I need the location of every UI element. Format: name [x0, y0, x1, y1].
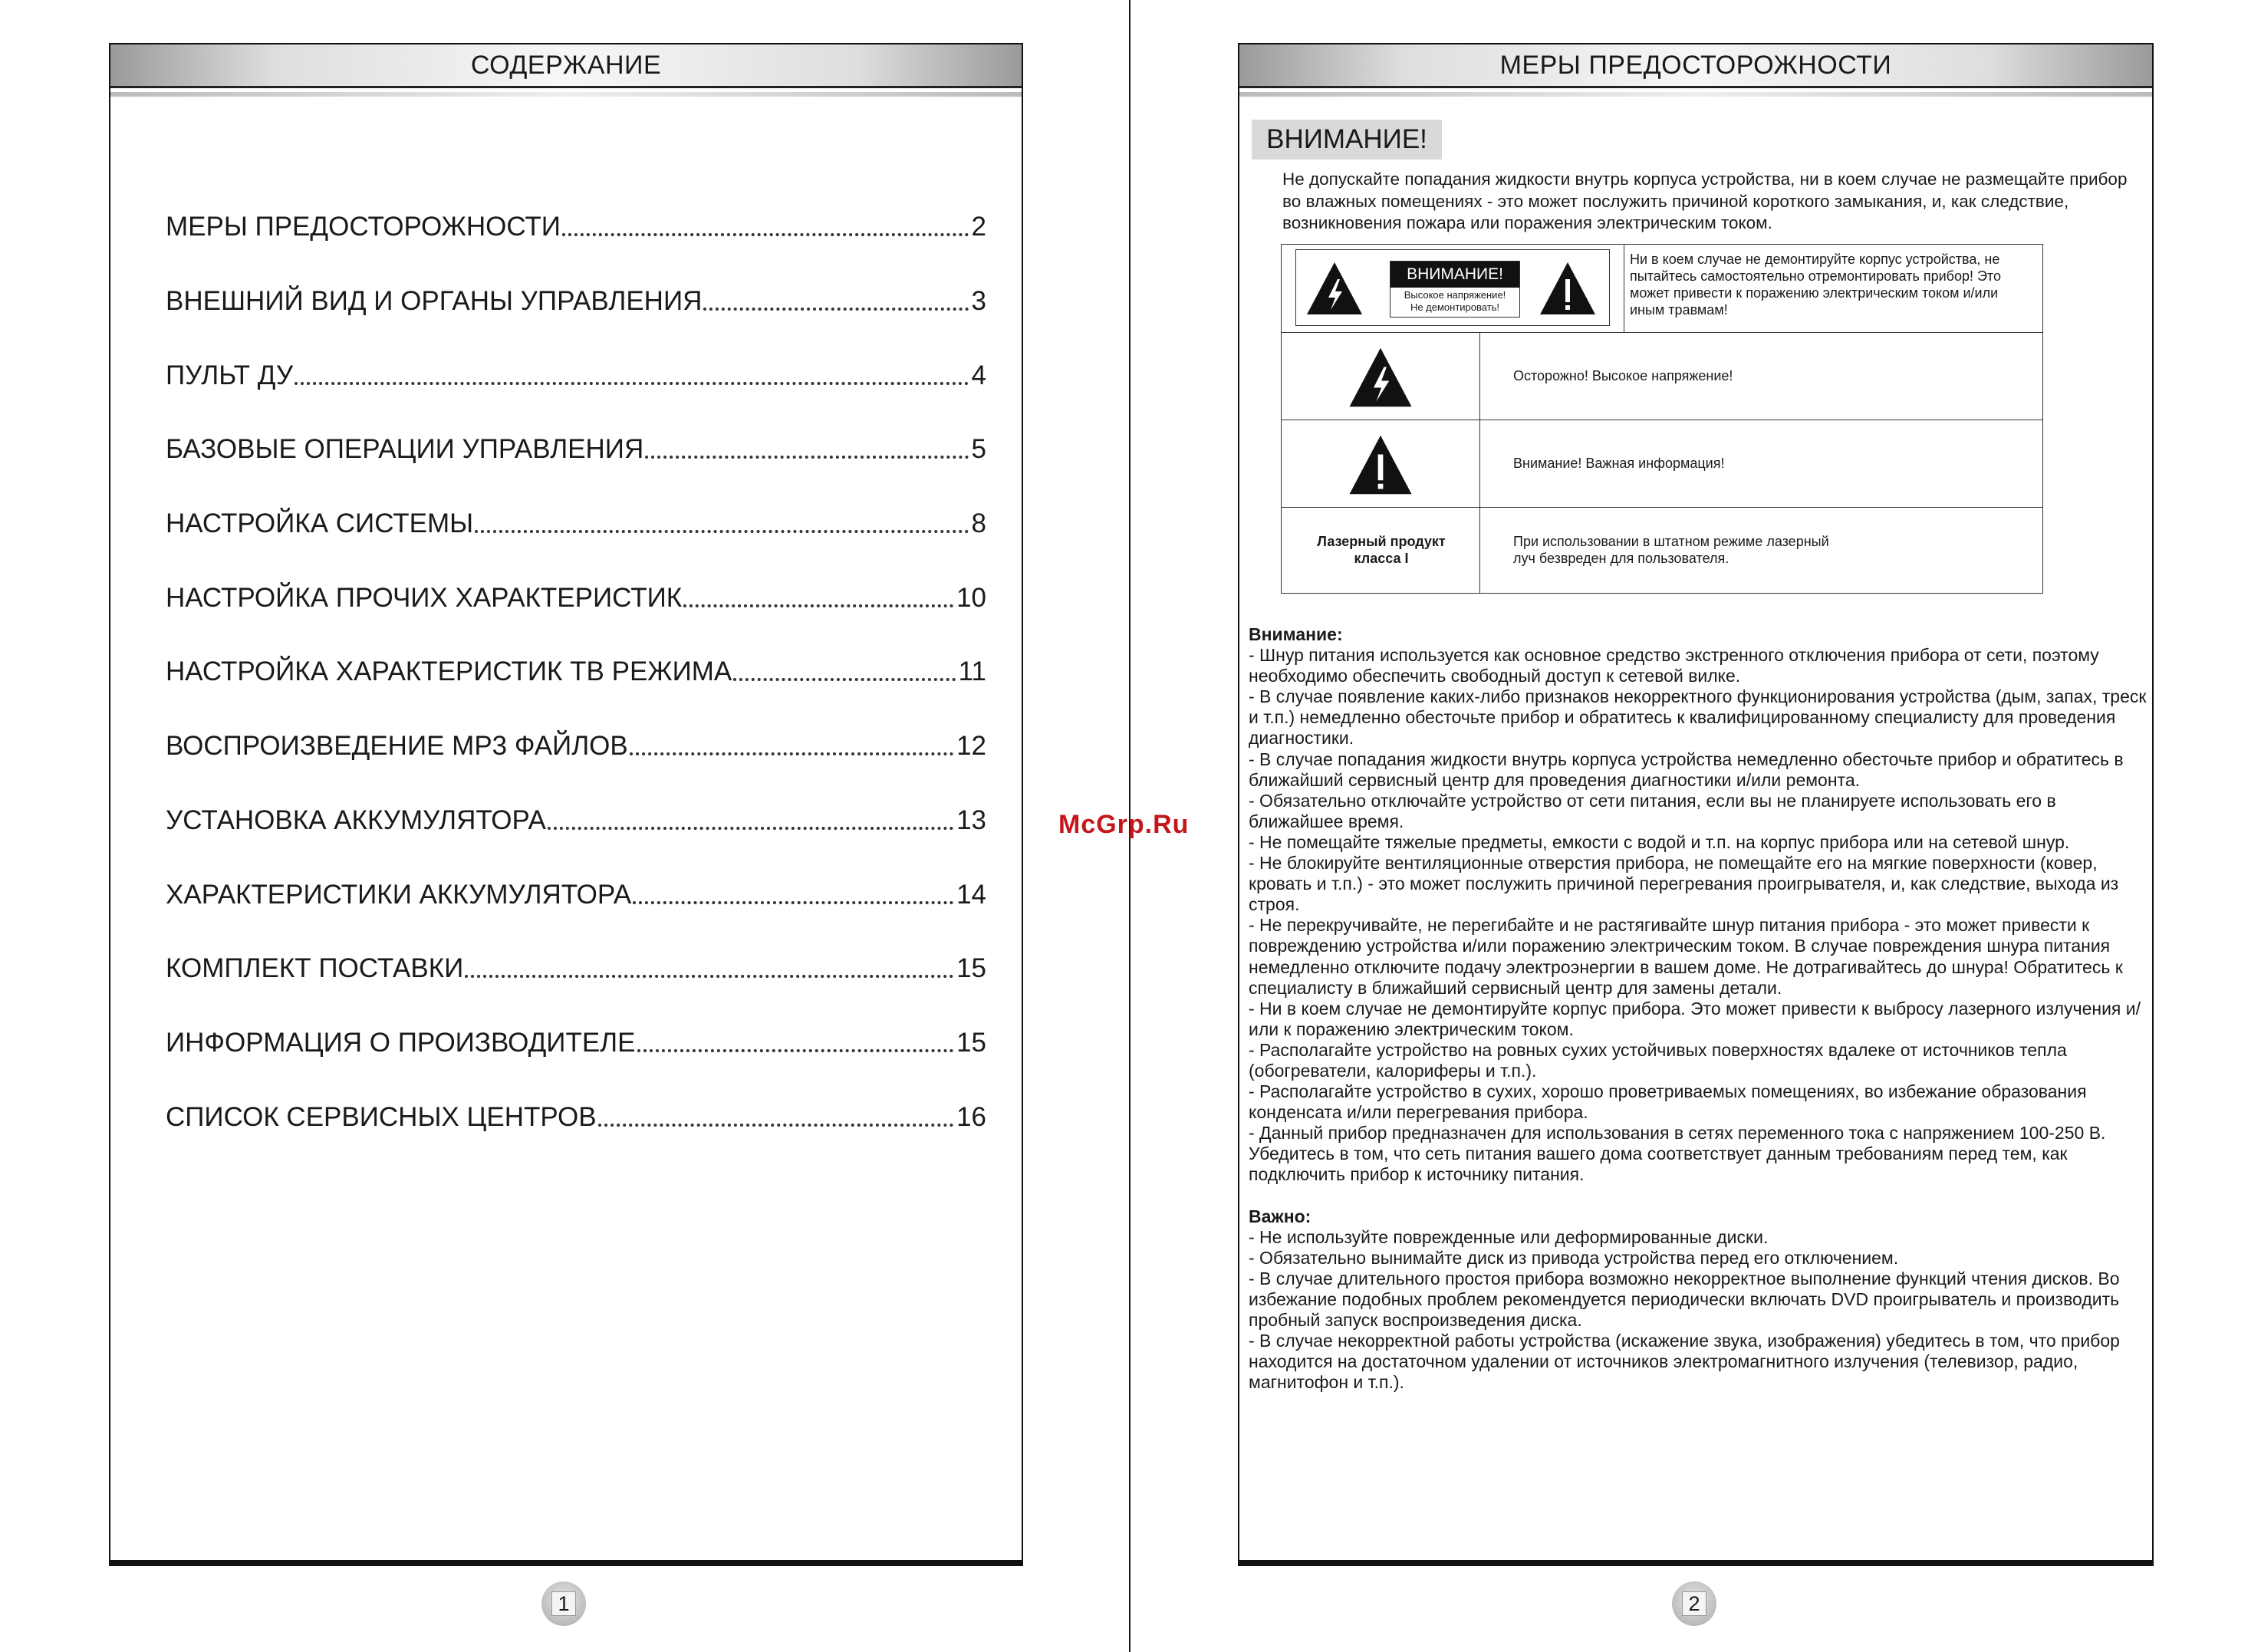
note-item: - Данный прибор предназначен для использования в сетях переменного тока с напряжением 100-250 В. Убедитесь в том, что сеть питания вашего дома соответствует данным требованиям перед тем, как подключить прибор к источнику питания.	[1249, 1123, 2106, 1185]
toc-entry[interactable]	[166, 649, 986, 687]
note-item: - В случае длительного простоя прибора возможно некорректное выполнение функций чтения дисков. Во избежание подобных проблем рекомендуется периодически включать DVD проигрыватель и производить пробный запуск воспроизведения диска.	[1249, 1268, 2120, 1330]
toc-entry-title: УСТАНОВКА АККУМУЛЯТОРА	[166, 805, 546, 835]
precautions-notes	[1249, 624, 2154, 1393]
exclamation-warning-icon	[1537, 258, 1598, 319]
toc-entry[interactable]	[166, 872, 986, 910]
toc-leader-dots	[475, 530, 968, 533]
toc-entry-title: ПУЛЬТ ДУ	[166, 360, 294, 390]
bottom-rule	[110, 1560, 1022, 1565]
note-item: - Не используйте поврежденные или деформированные диски.	[1249, 1226, 1769, 1247]
toc-leader-dots	[633, 901, 953, 904]
toc-entry-title: ИНФОРМАЦИЯ О ПРОИЗВОДИТЕЛЕ	[166, 1028, 636, 1058]
note-item: - Располагайте устройство на ровных сухих устойчивых поверхностях вдалеке от источников тепла (обогреватели, калориферы и т.п.).	[1249, 1039, 2067, 1081]
note-item: - Обязательно вынимайте диск из привода устройства перед его отключением.	[1249, 1247, 1899, 1268]
note-item: - Обязательно отключайте устройство от сети питания, если вы не планируете использовать его в ближайшее время.	[1249, 790, 2056, 831]
warning-symbols-table	[1281, 244, 2043, 594]
note-item: - Шнур питания используется как основное средство экстренного отключения прибора от сети, поэтому необходимо обеспечить свободный доступ к сетевой вилке.	[1249, 645, 2099, 686]
table-rule	[1282, 507, 2042, 508]
toc-entry[interactable]	[166, 723, 986, 762]
important-heading: Важно:	[1249, 1206, 1312, 1226]
note-item: - Не блокируйте вентиляционные отверстия прибора, не помещайте его на мягкие поверхности (ковер, кровать и т.п.) - это может послужить причиной перегревания проигрывателя, и, как следствие, выхода из строя.	[1249, 853, 2119, 915]
toc-entry-page: 13	[956, 805, 986, 835]
toc-leader-dots	[295, 382, 968, 385]
note-item: - В случае попадания жидкости внутрь корпуса устройства немедленно обесточьте прибор и обратитесь в ближайший сервисный центр для проведения диагностики и/или ремонта.	[1249, 749, 2124, 790]
note-item: - Не помещайте тяжелые предметы, емкости с водой и т.п. на корпус прибора или на сетевой шнур.	[1249, 831, 2070, 852]
toc-entry-page: 16	[956, 1102, 986, 1132]
toc-entry-page: 14	[956, 880, 986, 910]
warning-label-text: Высокое напряжение! Не демонтировать!	[1404, 289, 1506, 313]
toc-entry-page: 15	[956, 953, 986, 983]
bottom-rule	[1239, 1560, 2152, 1565]
toc-leader-dots	[645, 456, 968, 459]
toc-entry-page: 10	[956, 583, 986, 613]
toc-leader-dots	[637, 1049, 954, 1052]
toc-entry-title: СПИСОК СЕРВИСНЫХ ЦЕНТРОВ	[166, 1102, 597, 1132]
toc-entry-title: БАЗОВЫЕ ОПЕРАЦИИ УПРАВЛЕНИЯ	[166, 434, 644, 464]
toc-entry-title: МЕРЫ ПРЕДОСТОРОЖНОСТИ	[166, 212, 561, 242]
toc-leader-dots	[703, 308, 968, 311]
toc-entry[interactable]	[166, 1094, 986, 1133]
right-page-header: МЕРЫ ПРЕДОСТОРОЖНОСТИ	[1239, 44, 2152, 88]
warning-label-graphic	[1295, 249, 1610, 326]
notes-list	[1249, 645, 2154, 1185]
toc-entry[interactable]	[166, 204, 986, 242]
toc-entry-page: 11	[958, 657, 986, 686]
header-underline	[1239, 92, 2152, 97]
toc-entry-title: ВОСПРОИЗВЕДЕНИЕ MP3 ФАЙЛОВ	[166, 731, 628, 761]
table-rule	[1479, 332, 1480, 593]
toc-entry[interactable]	[166, 426, 986, 465]
row3-text: При использовании в штатном режиме лазерный луч безвреден для пользователя.	[1513, 534, 1829, 566]
toc-entry[interactable]	[166, 501, 986, 539]
toc-entry[interactable]	[166, 278, 986, 317]
toc-entry-title: НАСТРОЙКА ПРОЧИХ ХАРАКТЕРИСТИК	[166, 583, 683, 613]
exclamation-warning-icon	[1346, 430, 1415, 499]
note-item: - Располагайте устройство в сухих, хорошо проветриваемых помещениях, во избежание образования конденсата и/или перегревания прибора.	[1249, 1081, 2087, 1123]
important-list	[1249, 1227, 2154, 1394]
toc-entry-page: 2	[971, 212, 986, 242]
toc-entry[interactable]	[166, 575, 986, 614]
toc-entry-page: 15	[956, 1028, 986, 1058]
toc-leader-dots	[562, 233, 969, 236]
laser-class-label: Лазерный продукт класса I	[1317, 534, 1446, 566]
toc-entry-page: 3	[971, 286, 986, 316]
note-item: - В случае появление каких-либо признаков некорректного функционирования устройства (дым, запах, треск и т.п.) немедленно обесточьте прибор и обратитесь к квалифицированному специалисту для проведения диагностики.	[1249, 686, 2147, 749]
toc-entry-page: 12	[956, 731, 986, 761]
row1-text: Осторожно! Высокое напряжение!	[1513, 368, 1733, 383]
toc-leader-dots	[598, 1124, 954, 1127]
left-page-header: СОДЕРЖАНИЕ	[110, 44, 1022, 88]
attention-label: ВНИМАНИЕ!	[1252, 120, 1442, 160]
high-voltage-icon	[1346, 343, 1415, 412]
toc-leader-dots	[465, 975, 953, 978]
toc-entry-title: КОМПЛЕКТ ПОСТАВКИ	[166, 953, 464, 983]
toc-entry[interactable]	[166, 1020, 986, 1058]
note-item: - В случае некорректной работы устройства (искажение звука, изображения) убедитесь в том, что прибор находится на достаточном удалении от источников электромагнитного излучения (телевизор, радио, магнитофон и т.п.).	[1249, 1331, 2120, 1393]
toc-entry-page: 8	[971, 508, 986, 538]
toc-entry[interactable]	[166, 946, 986, 984]
high-voltage-icon	[1304, 258, 1365, 319]
toc-entry-title: ХАРАКТЕРИСТИКИ АККУМУЛЯТОРА	[166, 880, 632, 910]
note-item: - Не перекручивайте, не перегибайте и не растягивайте шнур питания прибора - это может привести к повреждению устройства и/или поражению электрическим током. В случае повреждения шнура питания немедленно отключите подачу электроэнергии в вашем доме. Не дотрагивайтесь до шнура! Обратитесь к специалисту в ближайший сервисный центр для замены детали.	[1249, 915, 2123, 998]
warning-label-box	[1390, 261, 1520, 318]
row0-text: Ни в коем случае не демонтируйте корпус устройства, не пытайтесь самостоятельно отремонтировать прибор! Это может привести к поражению электрическим током и/или иным травмам!	[1630, 252, 2001, 318]
toc-entry-title: НАСТРОЙКА ХАРАКТЕРИСТИК ТВ РЕЖИМА	[166, 657, 732, 686]
watermark: McGrp.Ru	[1058, 810, 1190, 839]
toc-leader-dots	[630, 752, 953, 755]
row2-text: Внимание! Важная информация!	[1513, 456, 1725, 471]
notes-heading: Внимание:	[1249, 624, 1343, 644]
warning-label-title: ВНИМАНИЕ!	[1390, 262, 1519, 288]
note-item: - Ни в коем случае не демонтируйте корпус прибора. Это может привести к выбросу лазерного излучения и/или к поражению электрическим током.	[1249, 998, 2141, 1039]
toc-leader-dots	[548, 827, 953, 830]
page-number-right: 2	[1672, 1581, 1716, 1626]
toc-entry[interactable]	[166, 798, 986, 836]
toc-leader-dots	[683, 604, 953, 607]
toc-entry[interactable]	[166, 353, 986, 391]
header-underline	[110, 92, 1022, 97]
page-number-left: 1	[541, 1581, 586, 1626]
toc-leader-dots	[733, 678, 955, 681]
toc-entry-page: 5	[971, 434, 986, 464]
table-rule	[1282, 332, 2042, 333]
toc-entry-page: 4	[971, 360, 986, 390]
toc-entry-title: ВНЕШНИЙ ВИД И ОРГАНЫ УПРАВЛЕНИЯ	[166, 286, 703, 316]
intro-paragraph: Не допускайте попадания жидкости внутрь корпуса устройства, ни в коем случае не размещайте прибор во влажных помещениях - это может послужить причиной короткого замыкания, и, как следствие, возникновения пожара или поражения электрическим током.	[1282, 169, 2128, 232]
toc-entry-title: НАСТРОЙКА СИСТЕМЫ	[166, 508, 474, 538]
